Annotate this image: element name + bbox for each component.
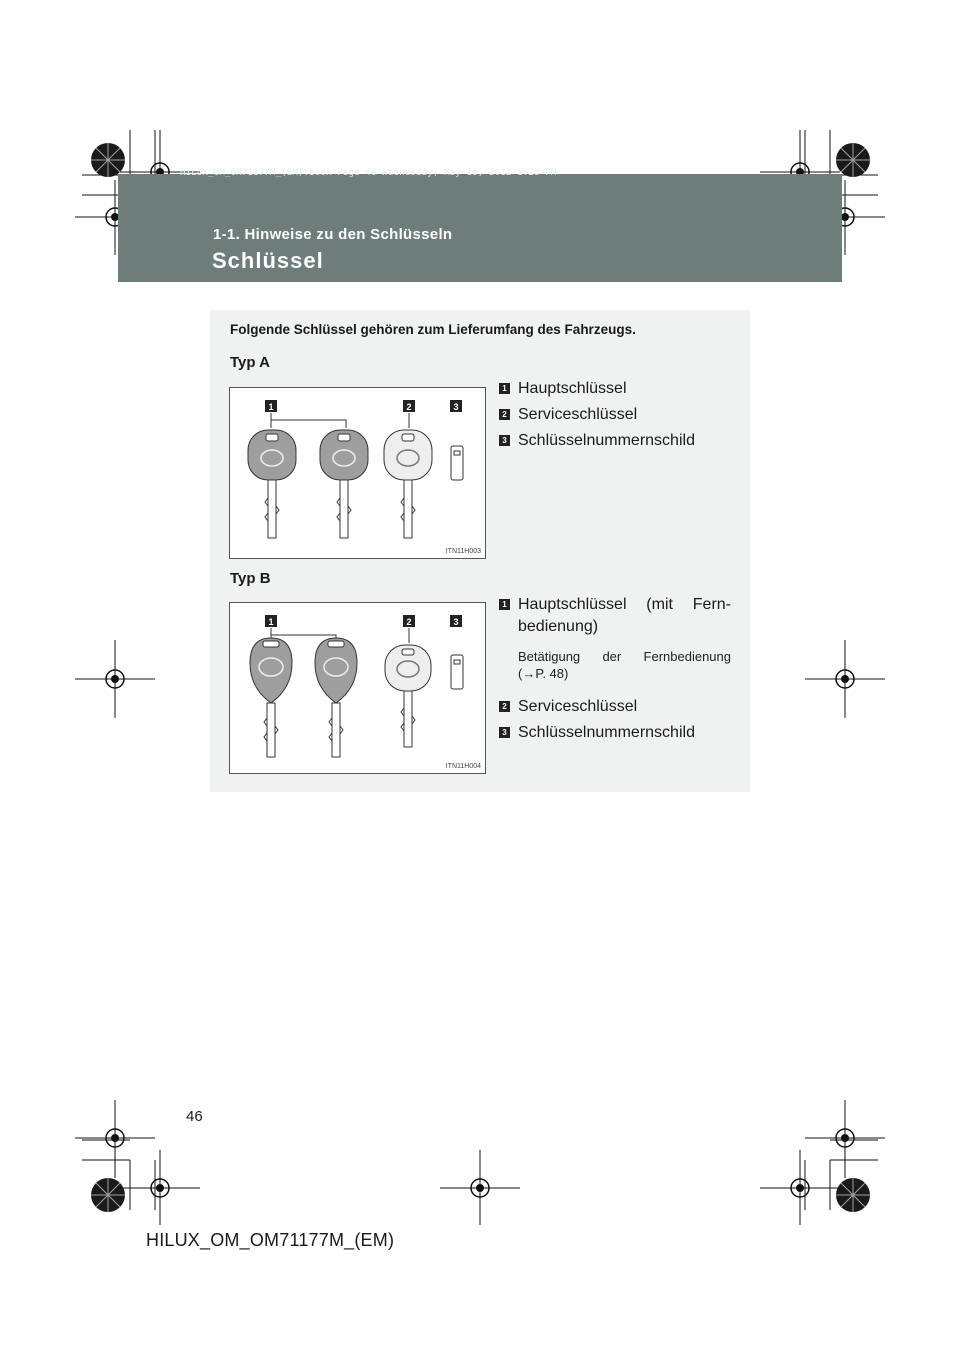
list-item: 2 Serviceschlüssel	[499, 404, 731, 426]
section-label: 1-1. Hinweise zu den Schlüsseln	[213, 226, 453, 243]
file-stamp: HILUX_OM_OM71177M_(EM).book Page 46 Wednesday, May 16, 2012 1:28 PM	[180, 168, 557, 178]
type-b-item-list	[499, 594, 731, 748]
list-item: 1 Hauptschlüssel (mit Fern- bedienung)	[499, 594, 731, 638]
remote-key-b-1	[250, 638, 292, 757]
type-b-key-illustration	[230, 603, 485, 773]
key-a-1	[248, 430, 296, 538]
type-b-key-figure	[229, 602, 486, 774]
svg-text:2: 2	[406, 402, 412, 412]
key-number-plate-a	[451, 446, 463, 480]
key-a-3	[384, 430, 432, 538]
list-item: 1 Hauptschlüssel	[499, 378, 731, 400]
svg-text:3: 3	[453, 402, 459, 412]
list-item: 3 Schlüsselnummernschild	[499, 430, 731, 452]
figure-code: ITN11H003	[445, 548, 481, 555]
service-key-b	[385, 645, 431, 747]
remote-key-b-2	[315, 638, 357, 757]
list-item: 2 Serviceschlüssel	[499, 696, 731, 718]
svg-text:1: 1	[268, 617, 274, 627]
list-item-note: Betätigung der Fernbedienung (→P. 48)	[518, 649, 731, 681]
key-a-2	[320, 430, 368, 538]
figure-code: ITN11H004	[445, 763, 481, 770]
key-number-plate-b	[451, 655, 463, 689]
list-item: 3 Schlüsselnummernschild	[499, 722, 731, 744]
type-a-item-list	[499, 378, 731, 456]
type-b-heading: Typ B	[230, 570, 271, 587]
intro-text: Folgende Schlüssel gehören zum Lieferumfang des Fahrzeugs.	[230, 322, 636, 337]
footer-document-id: HILUX_OM_OM71177M_(EM)	[146, 1230, 395, 1250]
svg-text:2: 2	[406, 617, 412, 627]
type-a-key-figure	[229, 387, 486, 559]
type-a-heading: Typ A	[230, 354, 270, 371]
svg-text:3: 3	[453, 617, 459, 627]
page-number: 46	[186, 1108, 203, 1125]
type-a-key-illustration	[230, 388, 485, 558]
page-title: Schlüssel	[212, 248, 324, 273]
svg-text:1: 1	[268, 402, 274, 412]
